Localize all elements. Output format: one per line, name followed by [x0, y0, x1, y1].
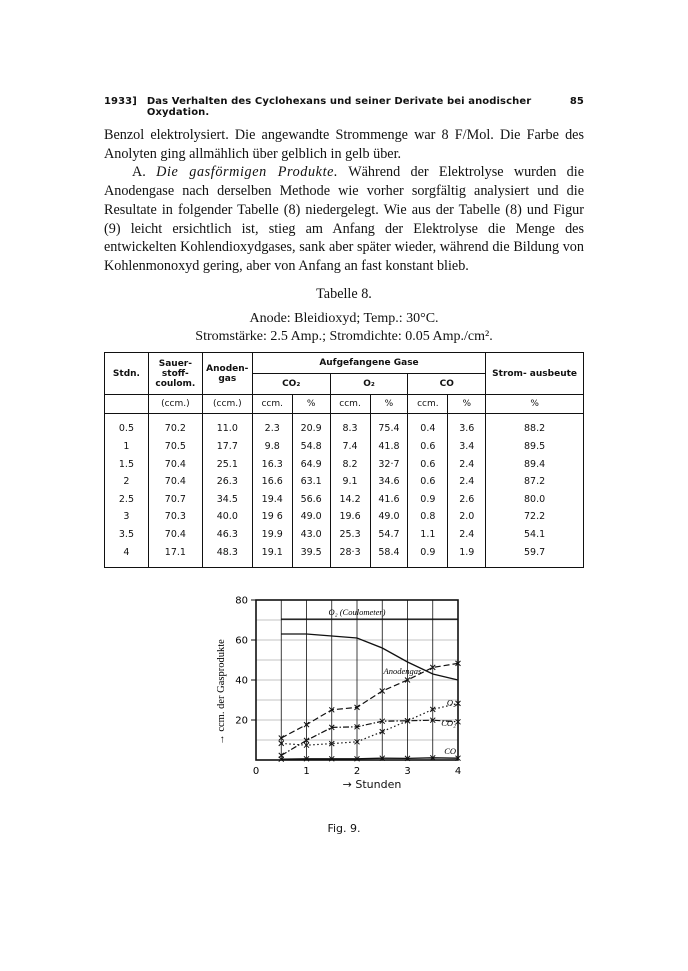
- running-head-year: 1933]: [104, 96, 137, 107]
- header-blank: [105, 395, 149, 414]
- cell-anodengas: 48.3: [202, 543, 252, 567]
- cell-co2-ccm: 19.1: [252, 543, 292, 567]
- cell-co2-pct: 63.1: [292, 473, 330, 491]
- series-label: O₂: [446, 697, 456, 708]
- cell-o2-pct: 41.8: [370, 438, 408, 456]
- cell-sauerstoff: 70.2: [148, 414, 202, 438]
- cell-stromausbeute: 72.2: [486, 508, 584, 526]
- header-pct: %: [370, 395, 408, 414]
- paragraph-1: Benzol elektrolysiert. Die angewandte Strommenge war 8 F/Mol. Die Farbe des Anolyten ging allmählich über gelblich in gelb über.: [104, 127, 584, 162]
- cell-stdn: 0.5: [105, 414, 149, 438]
- cell-co-pct: 2.4: [448, 473, 486, 491]
- cell-o2-pct: 34.6: [370, 473, 408, 491]
- cell-anodengas: 46.3: [202, 526, 252, 544]
- x-tick-label: 2: [353, 766, 361, 777]
- cell-co-ccm: 0.9: [408, 490, 448, 508]
- cell-stdn: 2: [105, 473, 149, 491]
- cell-o2-ccm: 7.4: [330, 438, 370, 456]
- cell-co2-ccm: 2.3: [252, 414, 292, 438]
- cell-stdn: 1.5: [105, 455, 149, 473]
- cell-anodengas: 11.0: [202, 414, 252, 438]
- cell-stdn: 2.5: [105, 490, 149, 508]
- running-head-title: Das Verhalten des Cyclohexans und seiner Derivate bei anodischer Oxydation.: [146, 96, 532, 118]
- cell-co2-pct: 49.0: [292, 508, 330, 526]
- cell-anodengas: 26.3: [202, 473, 252, 491]
- header-o2: O₂: [330, 374, 408, 395]
- body-text: [104, 126, 584, 276]
- x-axis-label: → Stunden: [342, 778, 402, 791]
- cell-stromausbeute: 87.2: [486, 473, 584, 491]
- cell-anodengas: 34.5: [202, 490, 252, 508]
- cell-stromausbeute: 89.4: [486, 455, 584, 473]
- header-unit-ccm: (ccm.): [148, 395, 202, 414]
- table-conditions: [0, 310, 688, 346]
- table-row: [105, 414, 584, 438]
- cell-co2-ccm: 16.6: [252, 473, 292, 491]
- table-row: [105, 438, 584, 456]
- cell-anodengas: 25.1: [202, 455, 252, 473]
- cell-stdn: 4: [105, 543, 149, 567]
- header-ccm: ccm.: [408, 395, 448, 414]
- cell-o2-ccm: 8.3: [330, 414, 370, 438]
- header-ccm: ccm.: [252, 395, 292, 414]
- cell-o2-ccm: 28·3: [330, 543, 370, 567]
- cell-sauerstoff: 70.4: [148, 455, 202, 473]
- cell-stdn: 3.5: [105, 526, 149, 544]
- cell-co2-ccm: 9.8: [252, 438, 292, 456]
- cell-co-ccm: 0.6: [408, 473, 448, 491]
- paragraph-2-text: Während der Elektrolyse wurden die Anodengase nach derselben Methode wie vorher sorgfältig analysiert und die Resultate in folgender Tabelle (8) niedergelegt. Wie aus der Tabelle (8) und Figur (9) leicht ersichtlich ist, stieg am Anfang der Elektrolyse die Menge des entwickelten Kohlendioxydgases, sank aber später wieder, während die Bildung von Kohlenmonoxyd gering, aber von Anfang an fast konstant blieb.: [104, 164, 584, 274]
- section-title: Die gasförmigen Produkte.: [156, 164, 339, 181]
- cell-sauerstoff: 17.1: [148, 543, 202, 567]
- header-sauerstoff: Sauer- stoff- coulom.: [148, 353, 202, 395]
- cell-co2-ccm: 19 6: [252, 508, 292, 526]
- cell-co2-pct: 20.9: [292, 414, 330, 438]
- cell-stdn: 3: [105, 508, 149, 526]
- series-label: Anodengas: [383, 666, 422, 676]
- x-tick-label: 0: [252, 766, 260, 777]
- table-row: [105, 543, 584, 567]
- cell-o2-pct: 75.4: [370, 414, 408, 438]
- series-label: O₂ (Coulometer): [328, 607, 386, 618]
- figure-caption: Fig. 9.: [327, 822, 361, 835]
- cell-o2-ccm: 14.2: [330, 490, 370, 508]
- cell-o2-pct: 54.7: [370, 526, 408, 544]
- cell-co-ccm: 0.9: [408, 543, 448, 567]
- header-ccm: ccm.: [330, 395, 370, 414]
- cell-o2-ccm: 25.3: [330, 526, 370, 544]
- cell-sauerstoff: 70.3: [148, 508, 202, 526]
- cell-co2-ccm: 19.4: [252, 490, 292, 508]
- cell-co2-ccm: 19.9: [252, 526, 292, 544]
- section-mark: A.: [132, 164, 146, 181]
- series-label: CO₂: [441, 717, 456, 728]
- cell-anodengas: 17.7: [202, 438, 252, 456]
- header-pct: %: [486, 395, 584, 414]
- cell-sauerstoff: 70.4: [148, 526, 202, 544]
- table-row: [105, 508, 584, 526]
- cell-stromausbeute: 89.5: [486, 438, 584, 456]
- series-line: [281, 663, 458, 738]
- header-unit-ccm: (ccm.): [202, 395, 252, 414]
- conditions-line-2: Stromstärke: 2.5 Amp.; Stromdichte: 0.05 Amp./cm².: [195, 329, 493, 344]
- y-tick-label: 20: [235, 715, 248, 727]
- series-label: CO: [444, 746, 456, 756]
- table-row: [105, 526, 584, 544]
- cell-co-ccm: 0.6: [408, 438, 448, 456]
- cell-o2-pct: 41.6: [370, 490, 408, 508]
- header-anodengas: Anoden- gas: [202, 353, 252, 395]
- cell-co-pct: 3.6: [448, 414, 486, 438]
- x-tick-label: 3: [404, 766, 411, 777]
- paragraph-2: [104, 163, 584, 275]
- cell-o2-pct: 32·7: [370, 455, 408, 473]
- header-stdn: Stdn.: [105, 353, 149, 395]
- cell-co2-pct: 64.9: [292, 455, 330, 473]
- cell-sauerstoff: 70.5: [148, 438, 202, 456]
- y-tick-label: 60: [235, 635, 248, 647]
- table-body: [105, 414, 584, 568]
- table-title: Tabelle 8.: [316, 286, 372, 302]
- header-co2: CO₂: [252, 374, 330, 395]
- header-co: CO: [408, 374, 486, 395]
- x-tick-label: 4: [454, 766, 462, 777]
- cell-co2-pct: 54.8: [292, 438, 330, 456]
- cell-co-ccm: 0.8: [408, 508, 448, 526]
- cell-stdn: 1: [105, 438, 149, 456]
- cell-co2-pct: 39.5: [292, 543, 330, 567]
- data-table: [104, 352, 584, 568]
- cell-sauerstoff: 70.4: [148, 473, 202, 491]
- cell-co-pct: 2.0: [448, 508, 486, 526]
- cell-co-ccm: 1.1: [408, 526, 448, 544]
- cell-co-pct: 2.4: [448, 526, 486, 544]
- cell-stromausbeute: 59.7: [486, 543, 584, 567]
- running-head: [104, 96, 584, 118]
- cell-o2-pct: 49.0: [370, 508, 408, 526]
- cell-o2-ccm: 9.1: [330, 473, 370, 491]
- header-pct: %: [292, 395, 330, 414]
- x-tick-label: 1: [303, 766, 310, 777]
- header-stromausbeute: Strom- ausbeute: [486, 353, 584, 395]
- cell-co2-pct: 56.6: [292, 490, 330, 508]
- cell-stromausbeute: 54.1: [486, 526, 584, 544]
- cell-co-pct: 2.4: [448, 455, 486, 473]
- cell-anodengas: 40.0: [202, 508, 252, 526]
- cell-o2-ccm: 19.6: [330, 508, 370, 526]
- y-tick-label: 80: [235, 595, 248, 607]
- header-pct: %: [448, 395, 486, 414]
- cell-co-ccm: 0.6: [408, 455, 448, 473]
- cell-co2-pct: 43.0: [292, 526, 330, 544]
- cell-o2-pct: 58.4: [370, 543, 408, 567]
- table-row: [105, 455, 584, 473]
- cell-stromausbeute: 88.2: [486, 414, 584, 438]
- table-row: [105, 473, 584, 491]
- conditions-line-1: Anode: Bleidioxyd; Temp.: 30°C.: [249, 311, 439, 326]
- series-line: [281, 634, 458, 680]
- table-row: [105, 490, 584, 508]
- cell-co-ccm: 0.4: [408, 414, 448, 438]
- cell-co-pct: 3.4: [448, 438, 486, 456]
- y-axis-label: → ccm. der Gasprodukte: [216, 639, 227, 745]
- page-number: 85: [569, 96, 584, 107]
- cell-co-pct: 1.9: [448, 543, 486, 567]
- header-aufgefangene-gase: Aufgefangene Gase: [252, 353, 485, 374]
- cell-co-pct: 2.6: [448, 490, 486, 508]
- cell-co2-ccm: 16.3: [252, 455, 292, 473]
- cell-sauerstoff: 70.7: [148, 490, 202, 508]
- cell-stromausbeute: 80.0: [486, 490, 584, 508]
- cell-o2-ccm: 8.2: [330, 455, 370, 473]
- y-tick-label: 40: [235, 675, 248, 687]
